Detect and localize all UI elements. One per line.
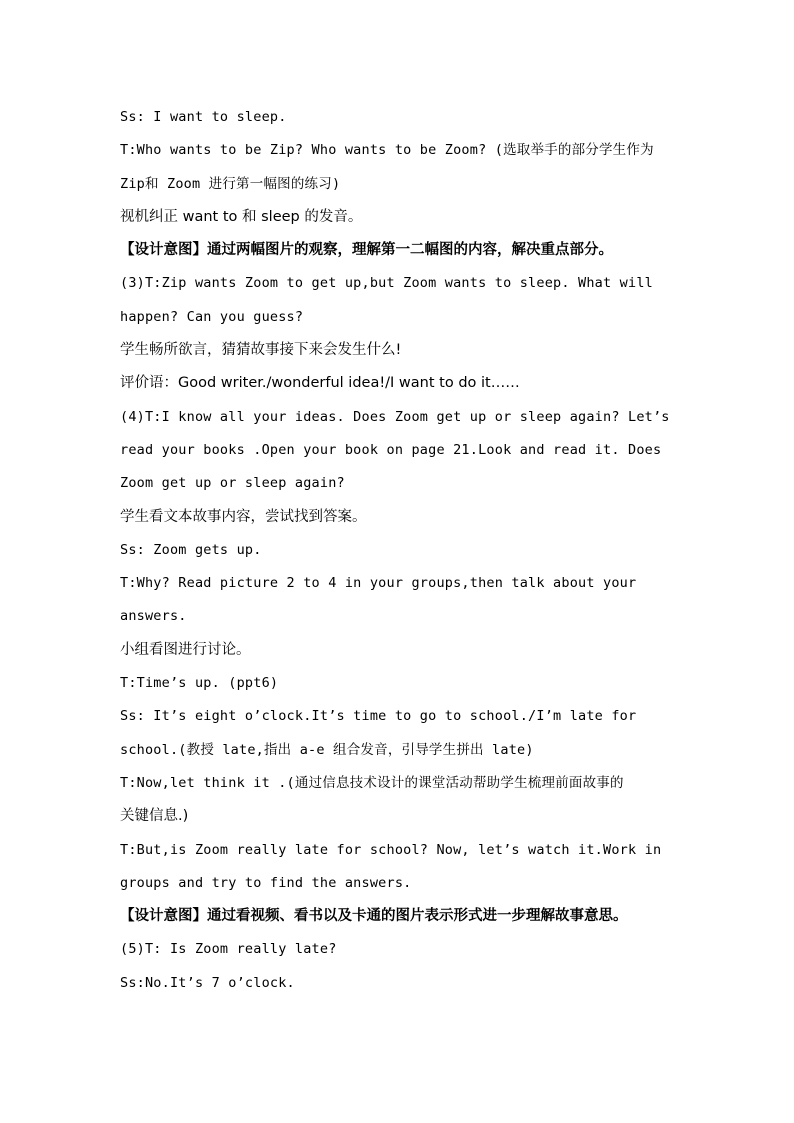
text-line: Ss:No.It’s 7 o’clock.	[120, 974, 295, 991]
text-line: 学生看文本故事内容，尝试找到答案。	[120, 508, 367, 525]
text-line: Zoom get up or sleep again?	[120, 475, 345, 492]
text-line: Zip和 Zoom 进行第一幅图的练习)	[120, 175, 341, 192]
text-line: T:Why? Read picture 2 to 4 in your groups,then talk about your	[120, 575, 637, 592]
text-line: 视机纠正 want to 和 sleep 的发音。	[120, 208, 363, 225]
text-line: happen? Can you guess?	[120, 308, 304, 325]
text-line: read your books .Open your book on page 21.Look and read it. Does	[120, 441, 662, 458]
text-line: 评价语：Good writer./wonderful idea!/I want to do it……	[120, 375, 520, 392]
text-line: T:Who wants to be Zip? Who wants to be Zoom? (选取举手的部分学生作为	[120, 142, 654, 159]
text-line: T:Time’s up. (ppt6)	[120, 675, 279, 692]
text-line: (3)T:Zip wants Zoom to get up,but Zoom wants to sleep. What will	[120, 275, 653, 292]
text-line: 关键信息.)	[120, 808, 189, 825]
document-body	[120, 101, 680, 1000]
text-line: answers.	[120, 608, 187, 625]
text-line: 学生畅所欲言，猜猜故事接下来会发生什么!	[120, 342, 402, 359]
design-intent-line: 【设计意图】通过看视频、看书以及卡通的图片表示形式进一步理解故事意思。	[120, 908, 628, 925]
text-line: groups and try to find the answers.	[120, 874, 412, 891]
text-line: school.(教授 late,指出 a-e 组合发音，引导学生拼出 late)	[120, 741, 534, 758]
text-line: (5)T: Is Zoom really late?	[120, 941, 337, 958]
text-line: Ss: I want to sleep.	[120, 109, 287, 125]
text-line: (4)T:I know all your ideas. Does Zoom get up or sleep again? Let’s	[120, 408, 670, 425]
text-line: T:But,is Zoom really late for school? Now, let’s watch it.Work in	[120, 841, 662, 858]
design-intent-line: 【设计意图】通过两幅图片的观察，理解第一二幅图的内容，解决重点部分。	[120, 242, 613, 259]
text-line: Ss: Zoom gets up.	[120, 541, 262, 558]
text-line: T:Now,let think it .(通过信息技术设计的课堂活动帮助学生梳理前面故事的	[120, 774, 624, 791]
text-line: 小组看图进行讨论。	[120, 641, 251, 658]
text-line: Ss: It’s eight o’clock.It’s time to go to school./I’m late for	[120, 708, 637, 725]
